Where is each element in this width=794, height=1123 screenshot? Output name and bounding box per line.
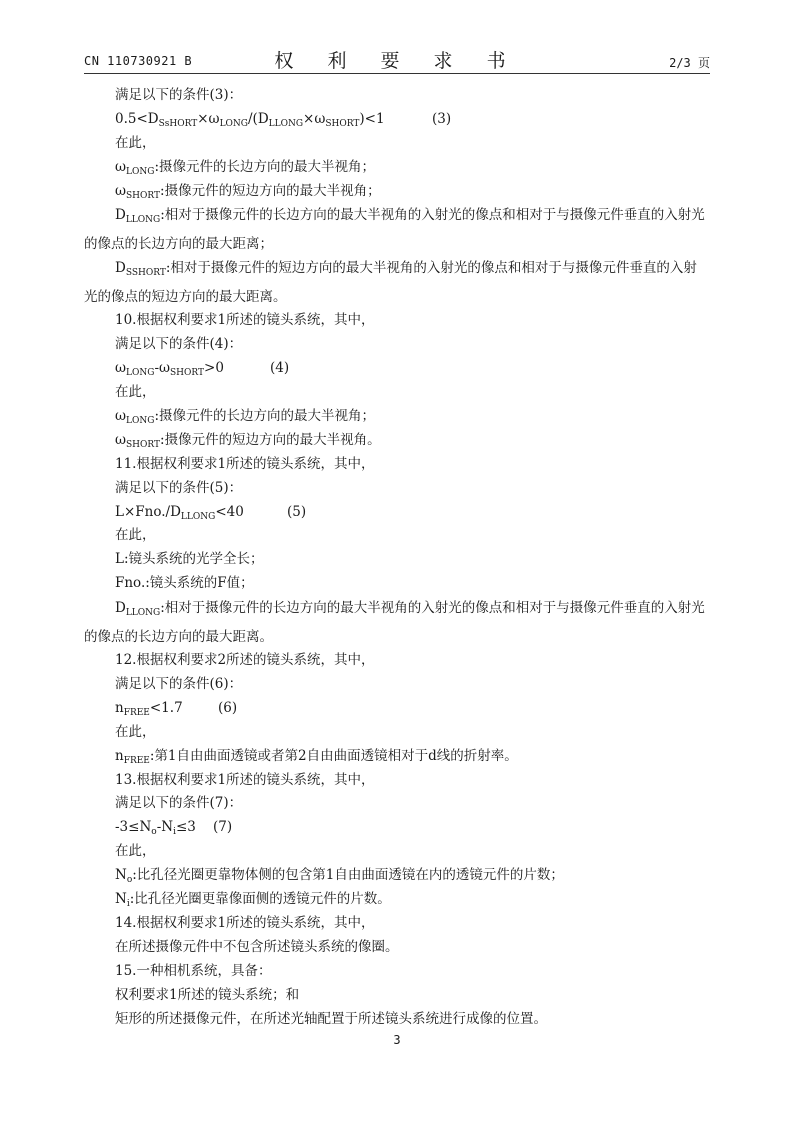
equation-4: $\omega_{LONG}-\omega_{SHORT}>0$ (4)	[84, 357, 710, 381]
condition-intro: 满足以下的条件(4)：	[115, 336, 243, 353]
definition: Fno.:镜头系统的F值；	[115, 575, 254, 592]
where-label: 在此，	[115, 384, 156, 401]
page-number: 3	[393, 1033, 401, 1047]
definition: $\omega_{SHORT}$:摄像元件的短边方向的最大半视角。	[115, 431, 381, 450]
equation-number: (7)	[213, 819, 233, 836]
equation-number: (6)	[218, 699, 238, 716]
definition: L:镜头系统的光学全长；	[115, 551, 264, 568]
definition: $\omega_{LONG}$:摄像元件的长边方向的最大半视角；	[115, 158, 375, 177]
equation-number: (3)	[432, 110, 452, 127]
definition: $N_o$:比孔径光圈更靠物体侧的包含第1自由曲面透镜在内的透镜元件的片数；	[115, 867, 564, 886]
condition-intro: 满足以下的条件(3)：	[115, 87, 243, 103]
definition: $D_{LLONG}$:相对于摄像元件的长边方向的最大半视角的入射光的像点和相对于与摄像元件垂直的入射光的像点的长边方向的最大距离；	[84, 207, 705, 253]
claim-14: 14.根据权利要求1所述的镜头系统，其中，	[115, 914, 375, 931]
equation-3: $0.5<D_{SsHORT}\times\omega_{LONG}/(D_{LLONG}\times\omega_{SHORT})<1$ (3)	[84, 108, 710, 132]
patent-number: CN 110730921 B	[84, 54, 193, 68]
condition-intro: 满足以下的条件(5)：	[115, 479, 243, 496]
claim-11: 11.根据权利要求1所述的镜头系统，其中，	[115, 455, 375, 472]
definition: $D_{LLONG}$:相对于摄像元件的长边方向的最大半视角的入射光的像点和相对于与摄像元件垂直的入射光的像点的长边方向的最大距离。	[84, 600, 705, 646]
header-rule	[84, 73, 710, 74]
claims-body	[84, 84, 710, 1031]
equation-5: $L\times Fno./D_{LLONG}<40$ (5)	[84, 501, 710, 525]
definition: $\omega_{SHORT}$:摄像元件的短边方向的最大半视角；	[115, 182, 381, 201]
where-label: 在此，	[115, 527, 156, 544]
claim-15: 15.一种相机系统，具备：	[115, 962, 272, 979]
equation-7: $-3\le N_o-N_i\le 3$ (7)	[84, 816, 710, 840]
where-label: 在此，	[115, 134, 156, 151]
condition-intro: 满足以下的条件(7)：	[115, 795, 243, 812]
equation-number: (5)	[287, 503, 307, 520]
claim-text: 矩形的所述摄像元件，在所述光轴配置于所述镜头系统进行成像的位置。	[115, 1010, 547, 1027]
definition: $D_{SSHORT}$:相对于摄像元件的短边方向的最大半视角的入射光的像点和相对于与摄像元件垂直的入射光的像点的短边方向的最大距离。	[84, 260, 697, 306]
where-label: 在此，	[115, 723, 156, 740]
definition: $N_i$:比孔径光圈更靠像面侧的透镜元件的片数。	[115, 891, 391, 910]
definition: $\omega_{LONG}$:摄像元件的长边方向的最大半视角；	[115, 408, 375, 427]
claim-13: 13.根据权利要求1所述的镜头系统，其中，	[115, 771, 375, 788]
claim-12: 12.根据权利要求2所述的镜头系统，其中，	[115, 652, 375, 669]
equation-6: $n_{FREE}<1.7$ (6)	[84, 697, 710, 721]
definition: $n_{FREE}$:第1自由曲面透镜或者第2自由曲面透镜相对于d线的折射率。	[115, 747, 518, 766]
claim-10: 10.根据权利要求1所述的镜头系统，其中，	[115, 312, 375, 329]
page-header	[0, 0, 794, 80]
claim-text: 在所述摄像元件中不包含所述镜头系统的像圈。	[115, 938, 399, 955]
claim-text: 权利要求1所述的镜头系统；和	[115, 986, 300, 1003]
page-indicator: 2/3 页	[669, 56, 710, 70]
document-title: 权 利 要 求 书	[274, 50, 520, 72]
equation-number: (4)	[270, 360, 290, 377]
where-label: 在此，	[115, 843, 156, 860]
condition-intro: 满足以下的条件(6)：	[115, 676, 243, 693]
